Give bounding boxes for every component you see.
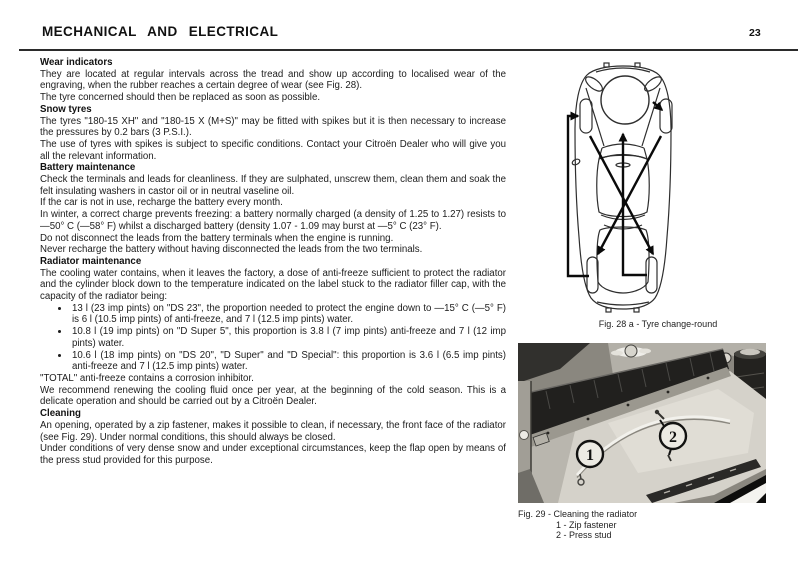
fig28a-caption: Fig. 28 a - Tyre change-round xyxy=(598,319,718,329)
bullet-item: • 10.6 l (18 imp pints) on "DS 20", "D Super" and "D Special": this proportion is 3.6 l (6.5 imp pints) anti-freeze and 7 l (12.5 imp pints) water. xyxy=(70,350,506,373)
arrow-front-right-to-rear-left xyxy=(598,136,661,254)
paragraph: "TOTAL" anti-freeze contains a corrosion inhibitor. xyxy=(40,372,254,384)
section-heading-battery-maintenance: Battery maintenance xyxy=(40,162,136,174)
paragraph: An opening, operated by a zip fastener, makes it possible to clean, if necessary, the front face of the radiator (see Fig. 29). Under normal conditions, this should always be closed. xyxy=(40,419,506,443)
paragraph: Under conditions of very dense snow and under exceptional circumstances, keep the flap open by means of the press stud provided for this purpose. xyxy=(40,443,506,466)
paragraph: Do not disconnect the leads from the battery terminals when the engine is running. xyxy=(40,232,394,244)
fig29-radiator-photo xyxy=(518,343,766,503)
bumper-overrider xyxy=(635,63,640,67)
paragraph: The use of tyres with spikes is subject to specific conditions. Contact your Citroën Dealer who will give you all the relevant information. xyxy=(40,138,506,162)
fig29-caption xyxy=(518,509,637,541)
paragraph: The cooling water contains, when it leaves the factory, a dose of anti-freeze sufficient to protect the radiator and the cylinder block down to the temperature indicated on the label stuck to the radiator filler cap, with the capacity of the radiator being: xyxy=(40,267,506,303)
front-left-tyre xyxy=(580,99,592,133)
page-number: 23 xyxy=(749,27,761,39)
car-outline-top-view xyxy=(571,63,672,312)
door-mirror xyxy=(571,158,580,166)
text-column xyxy=(40,57,506,467)
figures-column xyxy=(512,56,798,556)
section-heading-snow-tyres: Snow tyres xyxy=(40,103,92,115)
marker-1-label: 1 xyxy=(586,447,594,464)
header-rule xyxy=(19,49,798,51)
headlight-right xyxy=(642,74,663,93)
section-heading-cleaning: Cleaning xyxy=(40,408,81,420)
section-heading-radiator-maintenance: Radiator maintenance xyxy=(40,255,142,267)
paragraph: The tyres "180-15 XH" and "180-15 X (M+S)" may be fitted with spikes but it is then necessary to increase the pressures by 0.2 bars (3 P.S.I.). xyxy=(40,115,506,139)
paragraph: In winter, a correct charge prevents freezing: a battery normally charged (a density of 1.25 to 1.27) resists to —50° C (—58° F) whilst a discharged battery (density 1.07 - 1.09 may burst at —5° C (23° F). xyxy=(40,209,506,232)
paragraph: If the car is not in use, recharge the battery every month. xyxy=(40,197,283,209)
rear-bumper xyxy=(597,302,649,305)
fig29-caption-title: Fig. 29 - Cleaning the radiator xyxy=(518,509,638,519)
spare-wheel-circle xyxy=(601,76,649,124)
fig29-legend-item: 1 - Zip fastener xyxy=(556,519,617,530)
fig29-legend-item: 2 - Press stud xyxy=(556,530,612,540)
paragraph: Never recharge the battery without having disconnected the leads from the two terminals. xyxy=(40,244,423,256)
paragraph: They are located at regular intervals across the tread and show up according to localised wear of the engraving, when the rubber reaches a certain degree of wear (see Fig. 28). xyxy=(40,68,506,92)
paragraph: The tyre concerned should then be replaced as soon as possible. xyxy=(40,92,321,104)
fig28a-tyre-rotation-diagram xyxy=(564,62,680,314)
rear-right-tyre xyxy=(646,257,657,293)
marker-2-label: 2 xyxy=(669,429,677,446)
paragraph: Check the terminals and leads for cleanliness. If they are sulphated, unscrew them, clean them and soak the felt insulating washers in castor oil or in neutral vaseline oil. xyxy=(40,174,506,197)
bumper-overrider xyxy=(604,63,609,67)
bullet-item: • 13 l (23 imp pints) on "DS 23", the proportion needed to protect the engine down to —15° C (—5° F) is 6 l (10.5 imp pints) of anti-freeze, and 7 l (12.5 imp pints) water. xyxy=(70,303,506,326)
arrow-front-left-to-rear-right xyxy=(590,136,653,254)
bullet-item: • 10.8 l (19 imp pints) on "D Super 5", this proportion is 3.8 l (7 imp pints) anti-freeze and 7 l (12 imp pints) water. xyxy=(70,326,506,349)
page-title: MECHANICAL AND ELECTRICAL xyxy=(42,24,279,39)
arrow-rear-left-to-front-left xyxy=(568,116,589,276)
front-bumper xyxy=(596,68,650,72)
capacity-list xyxy=(40,303,506,373)
paragraph: We recommend renewing the cooling fluid once per year, at the beginning of the cold season. This is a delicate operation and should be carried out by a Citroën Dealer. xyxy=(40,384,506,408)
marker-1 xyxy=(577,441,603,467)
bonnet-edge-right xyxy=(642,88,660,146)
section-heading-wear-indicators: Wear indicators xyxy=(40,57,113,68)
